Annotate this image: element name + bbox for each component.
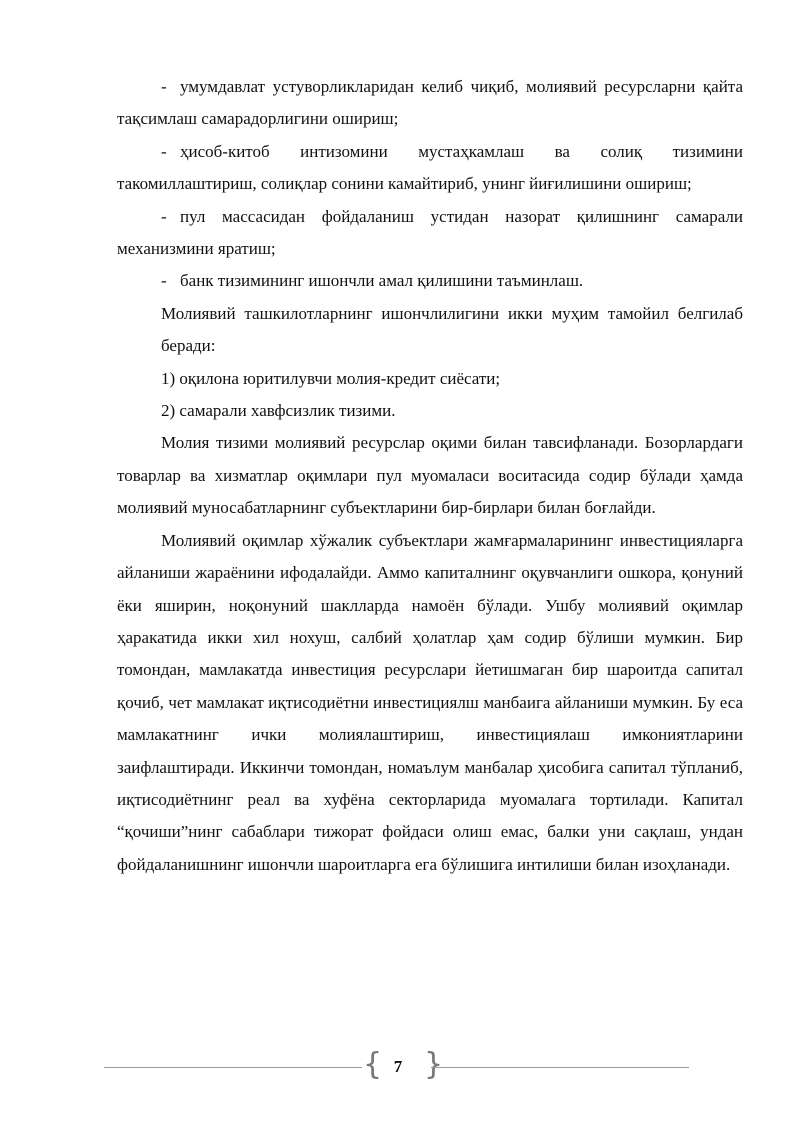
numbered-item: 1) оқилона юритилувчи молия-кредит сиёсати; xyxy=(161,368,501,388)
bullet-text: пул массасидан фойдаланиш устидан назорат қилишнинг самарали механизмини яратиш; xyxy=(117,206,743,259)
bullet-text: ҳисоб-китоб интизомини мустаҳкамлаш ва солиқ тизимини такомиллаштириш, солиқлар сонини камайтириб, унинг йиғилишини ошириш; xyxy=(117,141,743,194)
intro-paragraph: Молиявий ташкилотларнинг ишончлилигини икки муҳим тамойил белгилаб беради: xyxy=(161,303,743,356)
page-body xyxy=(117,71,743,881)
page-footer xyxy=(104,1047,689,1086)
bullet-item xyxy=(117,265,743,297)
body-paragraph: Молиявий оқимлар хўжалик субъектлари жамғармаларининг инвестицияларга айланиши жараёнини ифодалайди. Аммо капиталнинг оқувчанлиги ошкора, қонуний ёки яширин, ноқонуний шаклларда намоён бўлади. Ушбу молиявий оқимлар ҳаракатида икки хил нохуш, салбий ҳолатлар ҳам содир бўлиши мумкин. Бир томондан, мамлакатда инвестиция ресурслари йетишмаган бир шароитда сапитал қочиб, чет мамлакат иқтисодиётни инвестициялш манбаига айланиши мумкин. Бу еса мамлакатнинг ички молиялаштириш, инвестициялаш имкониятларини заифлаштиради. Иккинчи томондан, номаълум манбалар ҳисобига сапитал тўпланиб, иқтисодиётнинг реал ва хуфёна секторларида муомалага тортилади. Капитал “қочиши”нинг сабаблари тижорат фойдаси олиш емас, балки уни сақлаш, ундан фойдаланишнинг ишончли шароитларга ега бўлишига интилиши билан изоҳланади. xyxy=(117,530,743,874)
page-number: 7 xyxy=(393,1057,403,1076)
bullet-item xyxy=(117,136,743,201)
bullet-item xyxy=(117,71,743,136)
dash-marker: - xyxy=(161,77,167,96)
bullet-text: банк тизимининг ишончли амал қилишини таъминлаш. xyxy=(180,271,584,291)
numbered-item: 2) самарали хавфсизлик тизими. xyxy=(161,401,396,421)
body-paragraph: Молия тизими молиявий ресурслар оқими билан тавсифланади. Бозорлардаги товарлар ва хизматлар оқимлари пул муомаласи воситасида содир бўлади ҳамда молиявий муносабатларнинг субъектларини бир-бирлари билан боғлайди. xyxy=(117,433,743,518)
dash-marker: - xyxy=(161,141,167,161)
footer-rule-left xyxy=(104,1067,362,1068)
bullet-text: умумдавлат устуворликларидан келиб чиқиб, молиявий ресурсларни қайта тақсимлаш самарадорлигини ошириш; xyxy=(117,77,743,129)
footer-brace-right: } xyxy=(424,1047,444,1082)
bullet-item xyxy=(117,201,743,266)
dash-marker: - xyxy=(161,271,167,291)
dash-marker: - xyxy=(161,206,167,226)
footer-brace-left: { xyxy=(363,1047,383,1082)
footer-rule-right xyxy=(431,1067,689,1068)
